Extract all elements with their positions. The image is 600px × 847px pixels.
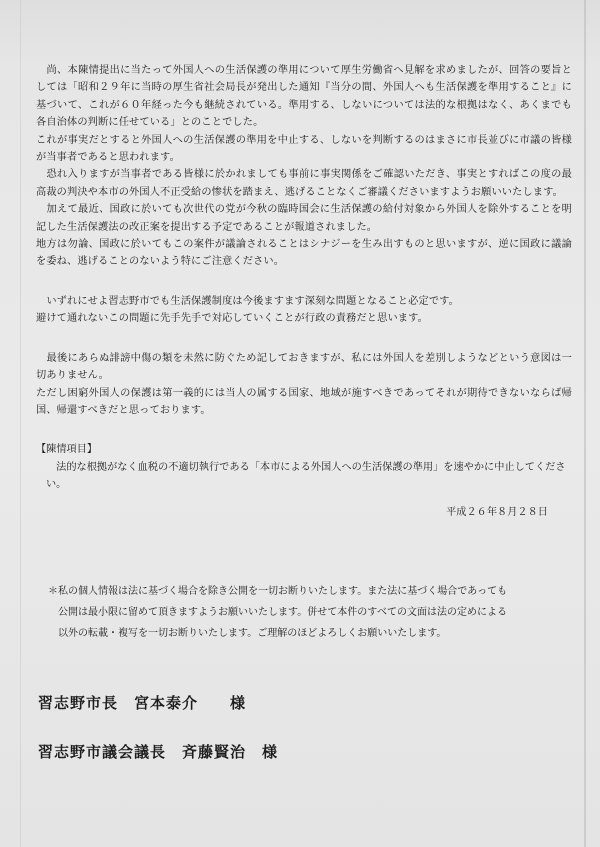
body-paragraph: 恐れ入りますが当事者である皆様に於かれましても事前に事実関係をご確認いただき、事実とすればこの度の最高裁の判決や本市の外国人不正受給の惨状を踏まえ、逃げることなくご審議くださいますようお願いいたします。: [36, 169, 572, 198]
body-paragraph: ただし困窮外国人の保護は第一義的には当人の属する国家、地域が施すべきであってそれが期待できないならば帰国、帰還すべきだと思っております。: [36, 387, 572, 416]
request-text: 法的な根拠がなく血税の不適切執行である「本市による外国人への生活保護の準用」を速やかに中止してください。: [46, 461, 566, 491]
addressee-council-chair: 習志野市議会議長 斉藤賢治 様: [38, 742, 279, 761]
spacer: [36, 419, 572, 441]
request-heading: 【陳情項目】: [36, 444, 98, 456]
document-date: 平成２６年８月２８日: [446, 506, 548, 518]
body-paragraph: 加えて最近、国政に於いても次世代の党が今秋の臨時国会に生活保護の給付対象から外国人を除外することを明記した生活保護法の改正案を提出する予定であることが報道されました。: [36, 204, 572, 233]
body-paragraph: 最後にあらぬ誹謗中傷の類を未然に防ぐため記しておきますが、私には外国人を差別しようなどという意図は一切ありません。: [36, 352, 572, 382]
body-paragraph: これが事実だとすると外国人への生活保護の準用を中止する、しないを判断するのはまさに市長並びに市議の皆様が当事者であると思われます。: [36, 134, 572, 164]
addressee-mayor: 習志野市長 宮本泰介 様: [38, 693, 247, 712]
body-paragraph: 尚、本陳情提出に当たって外国人への生活保護の準用について厚生労働省へ見解を求めましたが、回答の要旨としては「昭和２９年に当時の厚生省社会局長が発出した通知『当分の間、外国人へも生活保護を準用すること』に基づいて、これが６０年経った今も継続されている。準用する、しないについては法的な根拠はなく、あくまでも各自治体の判断に任せている」とのことでした。: [36, 65, 572, 129]
privacy-note: ＊私の個人情報は法に基づく場合を除き公開を一切お断りいたします。また法に基づく場合であっても 公開は最小限に留めて頂きますようお願いいたします。併せて本件のすべての文面は法の定めによる 以外の転載・複写を一切お断りいたします。ご理解のほどよろしくお願いいたします。: [48, 585, 508, 639]
body-paragraph: いずれにせよ習志野市でも生活保護制度は今後ますます深刻な問題となること必定です。: [36, 295, 460, 307]
body-paragraph: 地方は勿論、国政に於いてもこの案件が議論されることはシナジーを生み出すものと思いますが、逆に国政に議論を委ね、逃げることのないよう特にご注意ください。: [36, 239, 572, 268]
spacer: [36, 271, 572, 293]
spacer: [36, 328, 572, 350]
body-paragraph: 避けて通れないこの問題に先手先手で対応していくことが行政の責務だと思います。: [36, 313, 429, 325]
